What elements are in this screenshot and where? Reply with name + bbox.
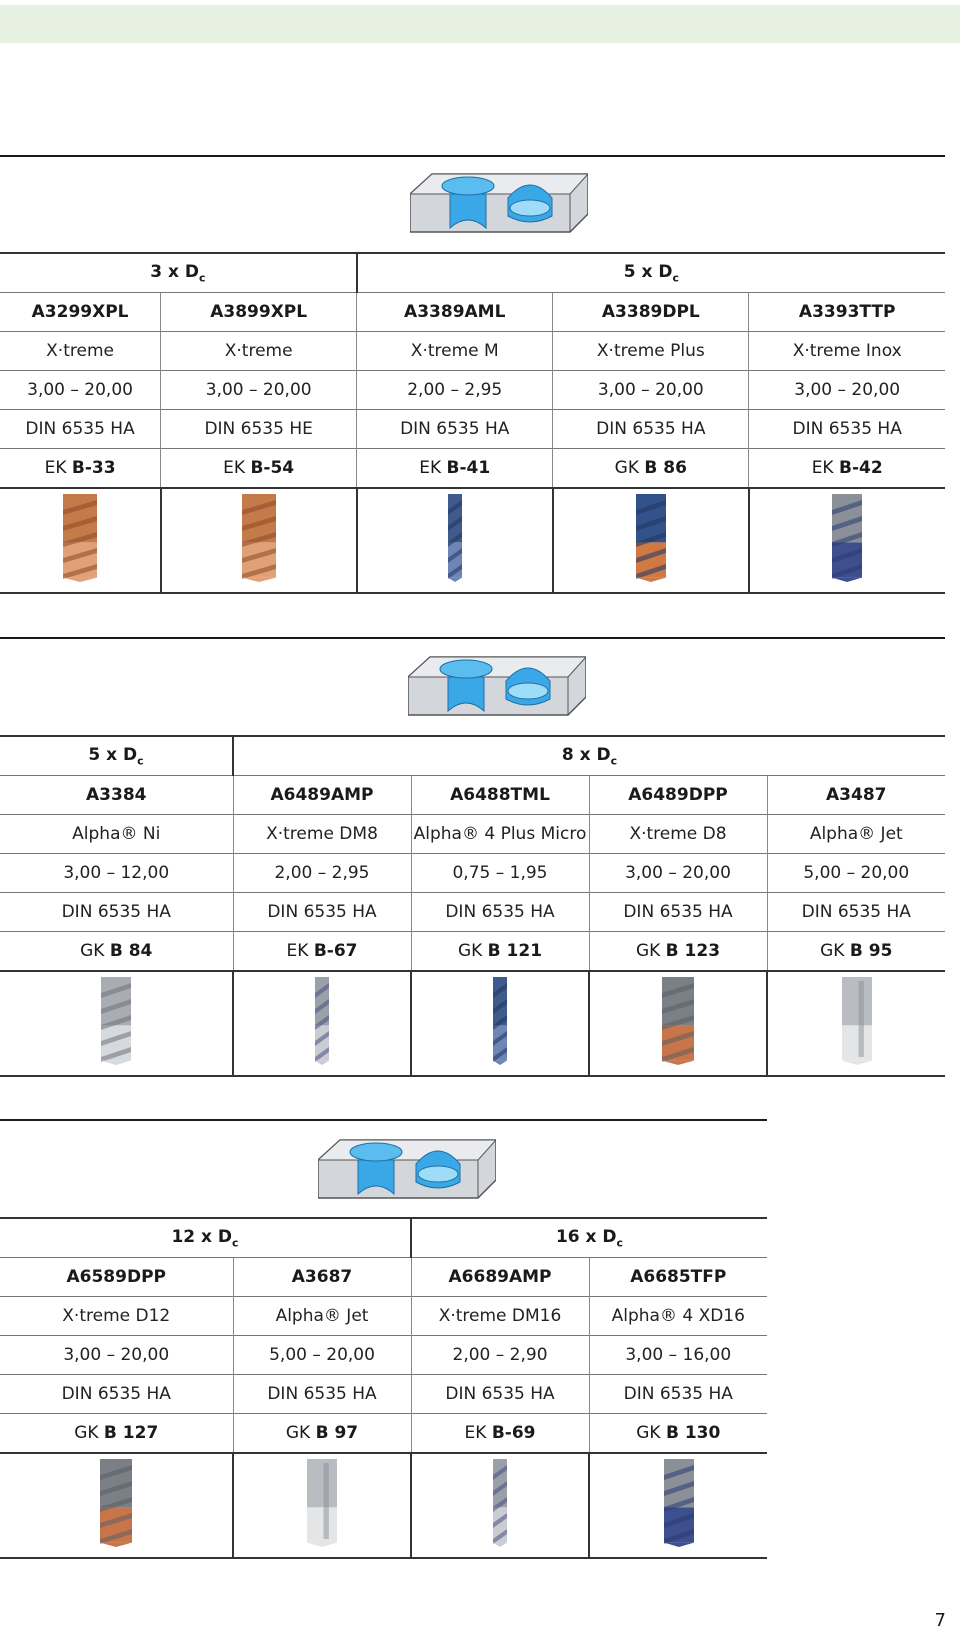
drill-image-cell: [411, 1453, 589, 1558]
drill-bit-image: [237, 494, 281, 587]
drill-image-row: [0, 488, 945, 593]
diameter-range: 3,00 – 20,00: [589, 854, 767, 893]
product-code: A3299XPL: [0, 293, 161, 332]
din-standard: DIN 6535 HA: [411, 1375, 589, 1414]
catalog-ref[interactable]: EK B-42: [749, 449, 945, 489]
top-band: [0, 5, 960, 43]
product-name: X·treme DM16: [411, 1297, 589, 1336]
drill-image-cell: [233, 1453, 411, 1558]
drill-bit-image: [629, 494, 673, 587]
din-standard: DIN 6535 HA: [411, 893, 589, 932]
din-standard: DIN 6535 HA: [767, 893, 945, 932]
drill-image-row: [0, 971, 945, 1076]
drill-bit-image: [835, 977, 879, 1070]
diameter-range: 3,00 – 20,00: [749, 371, 945, 410]
group-label: 12 x $D_c$: [0, 1218, 411, 1258]
din-standard: DIN 6535 HA: [233, 1375, 411, 1414]
group-label: 5 x $D_c$: [0, 736, 233, 776]
drill-bit-image: [478, 977, 522, 1070]
din-standard: DIN 6535 HA: [589, 1375, 767, 1414]
din-standard: DIN 6535 HA: [357, 410, 553, 449]
product-code: A6689AMP: [411, 1258, 589, 1297]
drill-bit-image: [94, 977, 138, 1070]
code-row: [0, 1258, 767, 1297]
product-name: X·treme DM8: [233, 815, 411, 854]
catalog-ref[interactable]: GK B 123: [589, 932, 767, 972]
group-row: [0, 1218, 767, 1258]
diameter-range: 3,00 – 12,00: [0, 854, 233, 893]
group-label: 8 x $D_c$: [233, 736, 945, 776]
drill-image-cell: [767, 971, 945, 1076]
drill-image-cell: [357, 488, 553, 593]
page-number: 7: [934, 1610, 946, 1631]
diameter-range: 2,00 – 2,95: [233, 854, 411, 893]
catalog-ref[interactable]: EK B-67: [233, 932, 411, 972]
catalog-ref[interactable]: EK B-33: [0, 449, 161, 489]
product-code: A3384: [0, 776, 233, 815]
section-1-top-rule: [0, 155, 945, 157]
product-name: X·treme D12: [0, 1297, 233, 1336]
din-standard: DIN 6535 HA: [0, 893, 233, 932]
section-3-top-rule: [0, 1119, 767, 1121]
drill-image-cell: [411, 971, 589, 1076]
product-name: X·treme D8: [589, 815, 767, 854]
drill-image-cell: [589, 1453, 767, 1558]
catalog-ref[interactable]: EK B-69: [411, 1414, 589, 1454]
diameter-range: 3,00 – 20,00: [0, 371, 161, 410]
product-code: A6589DPP: [0, 1258, 233, 1297]
range-row: [0, 371, 945, 410]
hole-depth-icon: [410, 172, 588, 234]
hole-depth-icon: [408, 655, 586, 717]
product-code: A3687: [233, 1258, 411, 1297]
drill-bit-image: [58, 494, 102, 587]
din-standard: DIN 6535 HA: [0, 1375, 233, 1414]
diameter-range: 2,00 – 2,95: [357, 371, 553, 410]
group-label: 16 x $D_c$: [411, 1218, 767, 1258]
drill-image-cell: [0, 971, 233, 1076]
catalog-ref[interactable]: GK B 121: [411, 932, 589, 972]
product-code: A6489AMP: [233, 776, 411, 815]
hole-depth-icon: [318, 1138, 496, 1200]
diameter-range: 3,00 – 20,00: [161, 371, 357, 410]
section-2-top-rule: [0, 637, 945, 639]
drill-image-cell: [553, 488, 749, 593]
drill-image-cell: [0, 488, 161, 593]
din-standard: DIN 6535 HA: [589, 893, 767, 932]
diameter-range: 3,00 – 20,00: [553, 371, 749, 410]
drill-table-1: [0, 252, 945, 594]
drill-bit-image: [300, 1459, 344, 1552]
drill-table-2: [0, 735, 945, 1077]
drill-image-cell: [0, 1453, 233, 1558]
din-row: [0, 893, 945, 932]
group-label: 3 x $D_c$: [0, 253, 357, 293]
product-name: Alpha® Ni: [0, 815, 233, 854]
catalog-ref[interactable]: GK B 95: [767, 932, 945, 972]
catalog-ref[interactable]: EK B-41: [357, 449, 553, 489]
product-code: A3393TTP: [749, 293, 945, 332]
drill-bit-image: [657, 1459, 701, 1552]
catalog-ref[interactable]: GK B 97: [233, 1414, 411, 1454]
product-name: Alpha® 4 XD16: [589, 1297, 767, 1336]
drill-image-cell: [749, 488, 945, 593]
catalog-ref-row: [0, 932, 945, 972]
drill-bit-image: [656, 977, 700, 1070]
diameter-range: 3,00 – 20,00: [0, 1336, 233, 1375]
product-name: X·treme M: [357, 332, 553, 371]
group-row: [0, 736, 945, 776]
diameter-range: 5,00 – 20,00: [767, 854, 945, 893]
name-row: [0, 815, 945, 854]
din-row: [0, 410, 945, 449]
code-row: [0, 293, 945, 332]
catalog-ref[interactable]: GK B 130: [589, 1414, 767, 1454]
drill-image-cell: [589, 971, 767, 1076]
drill-bit-image: [300, 977, 344, 1070]
product-code: A3389DPL: [553, 293, 749, 332]
product-code: A3389AML: [357, 293, 553, 332]
product-code: A6488TML: [411, 776, 589, 815]
catalog-ref-row: [0, 449, 945, 489]
group-label: 5 x $D_c$: [357, 253, 945, 293]
diameter-range: 0,75 – 1,95: [411, 854, 589, 893]
product-name: X·treme: [0, 332, 161, 371]
drill-bit-image: [94, 1459, 138, 1552]
drill-image-row: [0, 1453, 767, 1558]
catalog-ref[interactable]: GK B 127: [0, 1414, 233, 1454]
catalog-ref-row: [0, 1414, 767, 1454]
drill-bit-image: [433, 494, 477, 587]
product-code: A6685TFP: [589, 1258, 767, 1297]
drill-image-cell: [233, 971, 411, 1076]
group-row: [0, 253, 945, 293]
range-row: [0, 1336, 767, 1375]
catalog-ref[interactable]: EK B-54: [161, 449, 357, 489]
product-name: Alpha® 4 Plus Micro: [411, 815, 589, 854]
din-standard: DIN 6535 HA: [233, 893, 411, 932]
catalog-ref[interactable]: GK B 84: [0, 932, 233, 972]
product-code: A3487: [767, 776, 945, 815]
din-standard: DIN 6535 HA: [553, 410, 749, 449]
catalog-ref[interactable]: GK B 86: [553, 449, 749, 489]
name-row: [0, 1297, 767, 1336]
drill-image-cell: [161, 488, 357, 593]
name-row: [0, 332, 945, 371]
diameter-range: 5,00 – 20,00: [233, 1336, 411, 1375]
product-code: A6489DPP: [589, 776, 767, 815]
product-name: X·treme Inox: [749, 332, 945, 371]
din-standard: DIN 6535 HA: [749, 410, 945, 449]
diameter-range: 3,00 – 16,00: [589, 1336, 767, 1375]
product-code: A3899XPL: [161, 293, 357, 332]
diameter-range: 2,00 – 2,90: [411, 1336, 589, 1375]
din-standard: DIN 6535 HE: [161, 410, 357, 449]
product-name: Alpha® Jet: [767, 815, 945, 854]
drill-bit-image: [478, 1459, 522, 1552]
product-name: X·treme: [161, 332, 357, 371]
code-row: [0, 776, 945, 815]
product-name: Alpha® Jet: [233, 1297, 411, 1336]
din-row: [0, 1375, 767, 1414]
drill-table-3: [0, 1217, 767, 1559]
range-row: [0, 854, 945, 893]
product-name: X·treme Plus: [553, 332, 749, 371]
drill-bit-image: [825, 494, 869, 587]
din-standard: DIN 6535 HA: [0, 410, 161, 449]
